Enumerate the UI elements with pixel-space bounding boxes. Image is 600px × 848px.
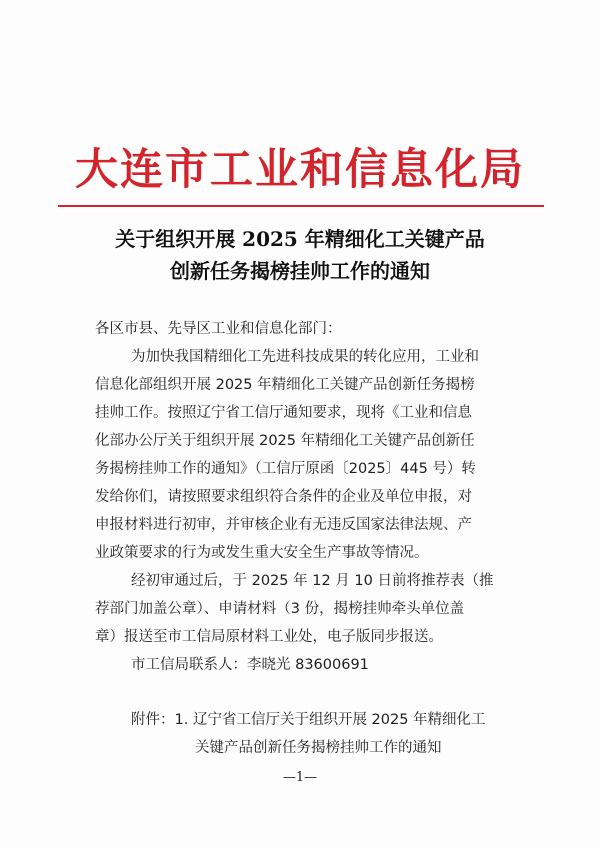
document-title-line-1: 关于组织开展 2025 年精细化工关键产品 [115, 227, 485, 251]
attachment-line-1: 附件：1. 辽宁省工信厅关于组织开展 2025 年精细化工 [131, 712, 486, 728]
paragraph-1-line: 挂帅工作。按照辽宁省工信厅通知要求，现将《工业和信息 [95, 405, 472, 421]
red-divider-line [58, 205, 544, 207]
paragraph-1-line: 申报材料进行初审，并审核企业有无违反国家法律法规、产 [95, 517, 472, 533]
paragraph-2-line: 经初审通过后，于 2025 年 12 月 10 日前将推荐表（推 [131, 573, 494, 589]
attachment-line-2: 关键产品创新任务揭榜挂帅工作的通知 [195, 740, 442, 756]
paragraph-1-line: 业政策要求的行为或发生重大安全生产事故等情况。 [95, 545, 429, 561]
agency-header: 大连市工业和信息化局 [75, 145, 525, 195]
paragraph-2-line: 章）报送至市工信局原材料工业处，电子版同步报送。 [95, 629, 443, 645]
paragraph-1-line: 为加快我国精细化工先进科技成果的转化应用，工业和 [131, 349, 479, 365]
salutation: 各区市县、先导区工业和信息化部门： [95, 321, 342, 337]
document-title-line-2: 创新任务揭榜挂帅工作的通知 [170, 259, 430, 283]
paragraph-1-line: 信息化部组织开展 2025 年精细化工关键产品创新任务揭榜 [95, 377, 475, 393]
paragraph-2-line: 荐部门加盖公章）、申请材料（3 份，揭榜挂帅牵头单位盖 [95, 601, 465, 617]
paragraph-1-line: 务揭榜挂帅工作的通知》（工信厅原函〔2025〕445 号）转 [95, 461, 476, 477]
contact-line: 市工信局联系人：李晓光 83600691 [131, 657, 369, 673]
paragraph-1-line: 发给你们，请按照要求组织符合条件的企业及单位申报，对 [95, 489, 472, 505]
page-number: —1— [282, 770, 318, 785]
paragraph-1-line: 化部办公厅关于组织开展 2025 年精细化工关键产品创新任 [95, 433, 475, 449]
